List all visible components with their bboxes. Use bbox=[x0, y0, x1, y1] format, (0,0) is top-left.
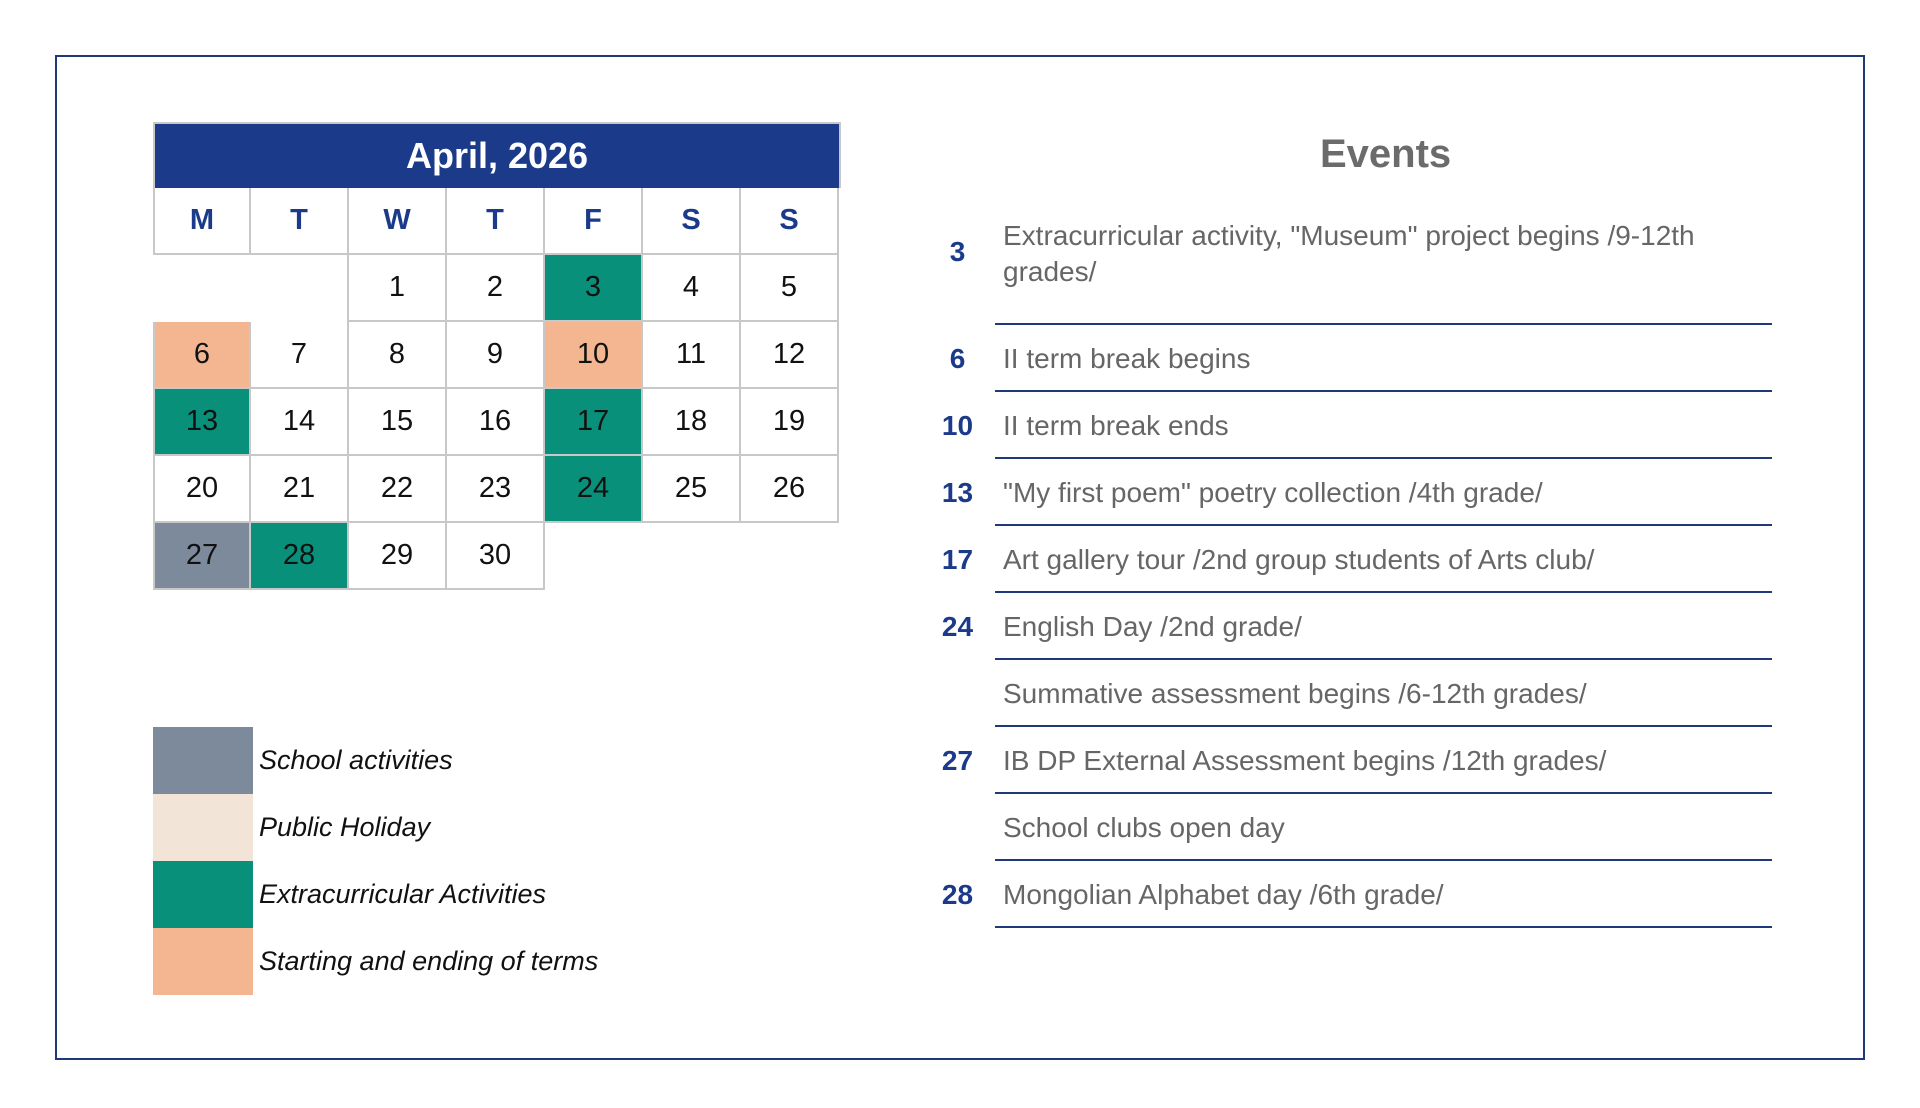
legend-item-school bbox=[153, 727, 598, 794]
calendar-empty-cell bbox=[741, 523, 839, 590]
calendar-day-22: 22 bbox=[349, 456, 447, 523]
event-row bbox=[920, 325, 1772, 392]
legend-swatch bbox=[153, 794, 253, 861]
calendar-day-24: 24 bbox=[545, 456, 643, 523]
calendar-day-23: 23 bbox=[447, 456, 545, 523]
calendar-day-28: 28 bbox=[251, 523, 349, 590]
weekday-header: S bbox=[741, 188, 839, 255]
legend-swatch bbox=[153, 928, 253, 995]
calendar-day-15: 15 bbox=[349, 389, 447, 456]
calendar-day-14: 14 bbox=[251, 389, 349, 456]
calendar-day-25: 25 bbox=[643, 456, 741, 523]
event-row bbox=[920, 392, 1772, 459]
legend bbox=[153, 727, 598, 995]
calendar-empty-cell bbox=[643, 523, 741, 590]
event-text: English Day /2nd grade/ bbox=[1003, 610, 1302, 642]
calendar-day-27: 27 bbox=[153, 523, 251, 590]
event-row bbox=[920, 861, 1772, 928]
calendar-day-7: 7 bbox=[251, 322, 349, 389]
calendar-day-30: 30 bbox=[447, 523, 545, 590]
event-text: IB DP External Assessment begins /12th grades/ bbox=[1003, 744, 1607, 776]
weekday-header: T bbox=[447, 188, 545, 255]
weekday-header: S bbox=[643, 188, 741, 255]
legend-item-terms bbox=[153, 928, 598, 995]
event-day: 6 bbox=[949, 342, 966, 374]
legend-label: Public Holiday bbox=[259, 812, 431, 842]
calendar-day-18: 18 bbox=[643, 389, 741, 456]
event-day: 24 bbox=[941, 610, 974, 642]
event-day: 28 bbox=[941, 878, 974, 910]
legend-label: Starting and ending of terms bbox=[259, 946, 599, 976]
calendar-day-10: 10 bbox=[545, 322, 643, 389]
legend-swatch bbox=[153, 727, 253, 794]
calendar-day-6: 6 bbox=[153, 322, 251, 389]
legend-item-extracurricular bbox=[153, 861, 598, 928]
calendar-day-29: 29 bbox=[349, 523, 447, 590]
event-row bbox=[920, 212, 1772, 325]
calendar-grid bbox=[153, 188, 841, 590]
calendar-day-17: 17 bbox=[545, 389, 643, 456]
event-text: "My first poem" poetry collection /4th grade/ bbox=[1003, 476, 1543, 508]
events-list bbox=[920, 212, 1772, 928]
weekday-header: M bbox=[153, 188, 251, 255]
event-row bbox=[920, 794, 1772, 861]
event-row bbox=[920, 526, 1772, 593]
event-day: 3 bbox=[949, 236, 966, 267]
weekday-header: F bbox=[545, 188, 643, 255]
event-row bbox=[920, 593, 1772, 660]
calendar-day-8: 8 bbox=[349, 322, 447, 389]
event-row bbox=[920, 459, 1772, 526]
event-day: 17 bbox=[941, 543, 974, 575]
calendar-day-2: 2 bbox=[447, 255, 545, 322]
calendar-day-11: 11 bbox=[643, 322, 741, 389]
legend-swatch bbox=[153, 861, 253, 928]
calendar-day-20: 20 bbox=[153, 456, 251, 523]
event-text: Summative assessment begins /6-12th grades/ bbox=[1003, 677, 1587, 709]
calendar-day-5: 5 bbox=[741, 255, 839, 322]
event-text: II term break begins bbox=[1003, 342, 1251, 374]
event-text: Art gallery tour /2nd group students of Arts club/ bbox=[1003, 543, 1595, 575]
calendar-day-9: 9 bbox=[447, 322, 545, 389]
calendar-day-13: 13 bbox=[153, 389, 251, 456]
calendar-day-21: 21 bbox=[251, 456, 349, 523]
calendar-empty-cell bbox=[545, 523, 643, 590]
calendar-day-4: 4 bbox=[643, 255, 741, 322]
calendar-day-19: 19 bbox=[741, 389, 839, 456]
calendar-day-26: 26 bbox=[741, 456, 839, 523]
event-row bbox=[920, 660, 1772, 727]
legend-item-holiday bbox=[153, 794, 598, 861]
calendar-title: April, 2026 bbox=[153, 122, 841, 188]
legend-label: School activities bbox=[259, 745, 453, 775]
weekday-header: W bbox=[349, 188, 447, 255]
event-day: 10 bbox=[941, 409, 974, 441]
calendar-empty-cell bbox=[153, 255, 251, 322]
event-text: Extracurricular activity, "Museum" project begins /9-12th grades/ bbox=[1003, 220, 1695, 287]
legend-label: Extracurricular Activities bbox=[259, 879, 547, 909]
event-text: Mongolian Alphabet day /6th grade/ bbox=[1003, 878, 1444, 910]
event-text: School clubs open day bbox=[1003, 811, 1285, 843]
weekday-header: T bbox=[251, 188, 349, 255]
calendar bbox=[153, 122, 841, 590]
calendar-day-1: 1 bbox=[349, 255, 447, 322]
calendar-day-12: 12 bbox=[741, 322, 839, 389]
calendar-day-16: 16 bbox=[447, 389, 545, 456]
event-text: II term break ends bbox=[1003, 409, 1229, 441]
event-day: 13 bbox=[941, 476, 974, 508]
event-day: 27 bbox=[941, 744, 974, 776]
events-title: Events bbox=[1320, 132, 1452, 176]
calendar-day-3: 3 bbox=[545, 255, 643, 322]
calendar-empty-cell bbox=[251, 255, 349, 322]
event-row bbox=[920, 727, 1772, 794]
